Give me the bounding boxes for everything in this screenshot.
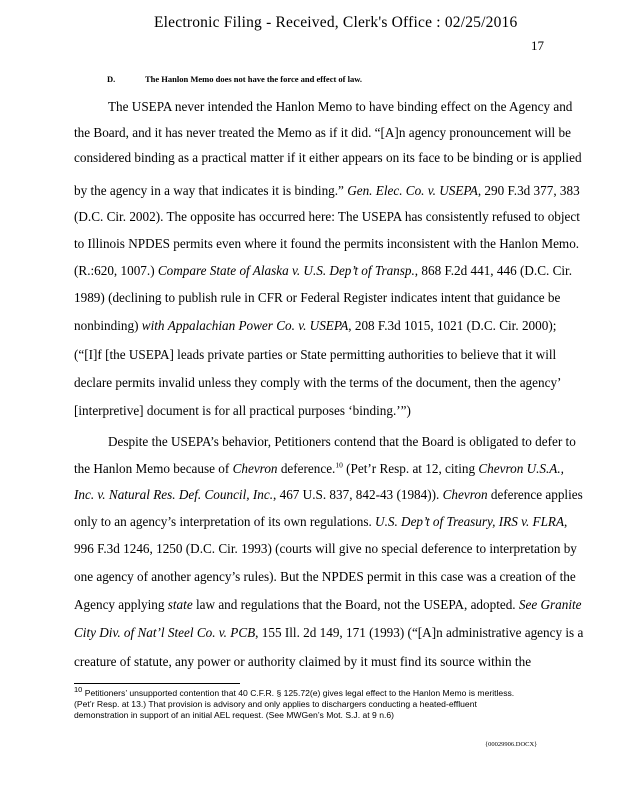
footnote-line: (Pet’r Resp. at 13.) That provision is advisory and only applies to dischargers conducting a heated-effluent	[74, 699, 477, 709]
case-citation: City Div. of Nat’l Steel Co. v. PCB	[74, 625, 256, 640]
section-heading: The Hanlon Memo does not have the force and effect of law.	[145, 74, 363, 84]
body-line: (“[I]f [the USEPA] leads private parties or State permitting authorities to believe that it will	[74, 347, 557, 362]
footnote-line: $^{10}$ Petitioners’ unsupported contention that 40 C.F.R. § 125.72(e) gives legal effect to the Hanlon Memo is meritless.	[74, 685, 515, 698]
body-line: to Illinois NPDES permits even where it found the permits inconsistent with the Hanlon Memo.	[74, 236, 580, 251]
filing-stamp-header: Electronic Filing - Received, Clerk's Office : 02/25/2016	[154, 14, 518, 31]
body-line: (R.:620, 1007.) Compare State of Alaska v. U.S. Dep’t of Transp., 868 F.2d 441, 446 (D.C. Cir.	[74, 263, 573, 278]
body-line: Despite the USEPA’s behavior, Petitioners contend that the Board is obligated to defer to	[108, 434, 576, 449]
body-line: only to an agency’s interpretation of its own regulations. U.S. Dep’t of Treasury, IRS v. FLRA,	[74, 514, 568, 529]
body-line: one agency of another agency’s rules). But the NPDES permit in this case was a creation of the	[74, 569, 576, 584]
case-citation: Gen. Elec. Co. v. USEPA	[347, 183, 478, 198]
case-citation: Compare State of Alaska v. U.S. Dep’t of Transp.	[157, 263, 415, 278]
body-line: considered binding as a practical matter if it either appears on its face to be binding or is applied	[74, 150, 582, 165]
footnote-number: 10	[74, 685, 83, 695]
body-line: [interpretive] document is for all practical purposes ‘binding.’”)	[74, 403, 411, 418]
body-line: 1989) (declining to publish rule in CFR or Federal Register indicates intent that guidance be	[74, 290, 561, 305]
body-line: Inc. v. Natural Res. Def. Council, Inc., 467 U.S. 837, 842-43 (1984)). Chevron deference applies	[74, 487, 583, 502]
body-line: creature of statute, any power or authority claimed by it must find its source within the	[74, 654, 532, 669]
document-id: {00029906.DOCX}	[485, 741, 538, 748]
footnote-ref: 10	[335, 460, 343, 470]
footnote-line: demonstration in support of an initial AEL request. (See MWGen’s Mot. S.J. at 9 n.6)	[74, 710, 395, 720]
body-line: Agency applying state law and regulations that the Board, not the USEPA, adopted. See Granite	[74, 597, 582, 612]
section-letter: D.	[107, 74, 116, 84]
body-line: declare permits invalid unless they comply with the terms of the document, then the agency’	[74, 375, 562, 390]
body-line: by the agency in a way that indicates it is binding.” Gen. Elec. Co. v. USEPA, 290 F.3d 377, 383	[74, 183, 580, 198]
body-line: the Board, and it has never treated the Memo as if it did. “[A]n agency pronouncement will be	[74, 125, 571, 140]
body-line: The USEPA never intended the Hanlon Memo to have binding effect on the Agency and	[108, 99, 573, 114]
body-line: nonbinding) with Appalachian Power Co. v. USEPA, 208 F.3d 1015, 1021 (D.C. Cir. 2000);	[74, 318, 557, 333]
body-line: the Hanlon Memo because of Chevron deference.$^{10}$ (Pet’r Resp. at 12, citing Chevron U.S.A.,	[74, 460, 564, 476]
footnote-divider	[74, 683, 240, 684]
case-citation: U.S. Dep’t of Treasury, IRS v. FLRA	[375, 514, 565, 529]
page-number: 17	[531, 38, 544, 53]
body-line: 996 F.3d 1246, 1250 (D.C. Cir. 1993) (courts will give no special deference to interpretation by	[74, 541, 577, 556]
case-citation: Inc. v. Natural Res. Def. Council, Inc.	[74, 487, 273, 502]
case-citation: Appalachian Power Co. v. USEPA	[167, 318, 349, 333]
body-line: (D.C. Cir. 2002). The opposite has occurred here: The USEPA has consistently refused to object	[74, 209, 580, 224]
body-line: City Div. of Nat’l Steel Co. v. PCB, 155 Ill. 2d 149, 171 (1993) (“[A]n administrative agency is a	[74, 625, 584, 640]
